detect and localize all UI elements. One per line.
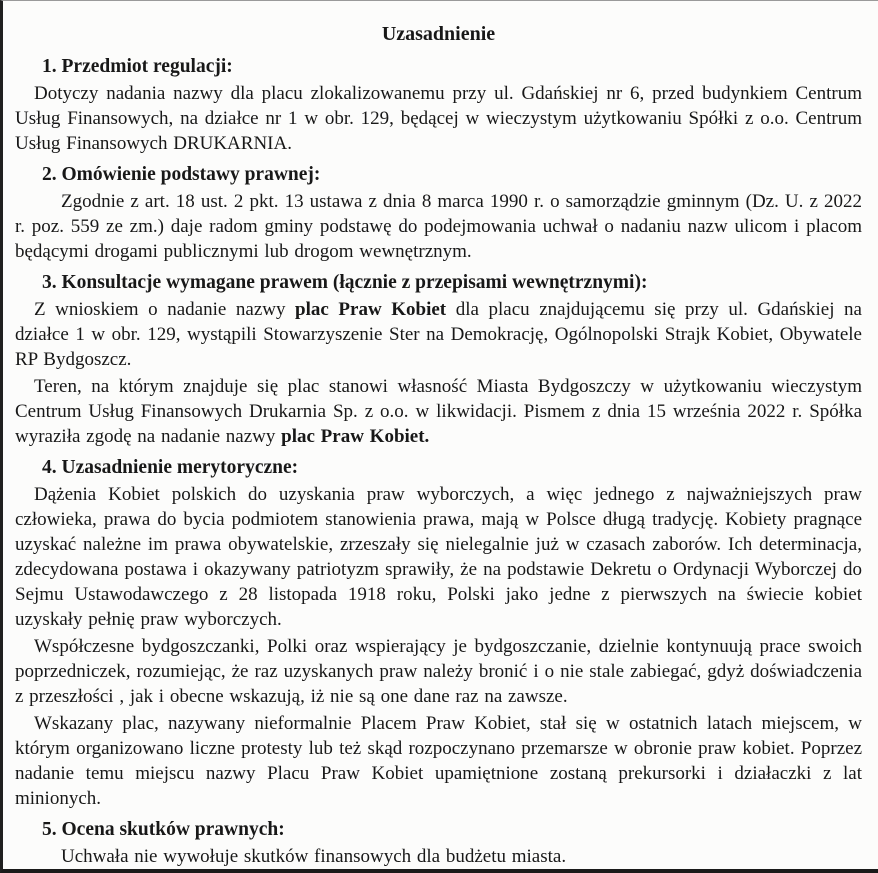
paragraph-5-1 — [15, 844, 862, 869]
text-run: dla placu znajdującemu się przy ul. Gdańskiej na działce 1 w obr. 129, wystąpili Stowarzyszenie Ster na Demokrację, Ogólnopolski Strajk Kobiet, Obywatele RP Bydgoszcz. — [15, 299, 862, 370]
text-run: Dążenia Kobiet polskich do uzyskania praw wyborczych, a więc jednego z najważniejszych praw człowieka, prawa do bycia podmiotem stanowienia prawa, mają w Polsce długą tradycję. Kobiety pragnące uzyskać należne im prawa obywatelskie, zrzeszały się nielegalnie już w czasach zaborów. Ich determinacja, zdecydowana postawa i okazywany patriotyzm sprawiły, że na podstawie Dekretu o Ordynacji Wyborczej do Sejmu Ustawodawczego z 28 listopada 1918 roku, Polski jako jedne z pierwszych na świecie kobiet uzyskały pełnię praw wyborczych. — [15, 484, 862, 630]
emphasis-text: plac Praw Kobiet — [295, 299, 447, 320]
section-heading-3: 3. Konsultacje wymagane prawem (łącznie z przepisami wewnętrznymi): — [42, 272, 648, 293]
document-title: Uzasadnienie — [381, 23, 496, 45]
text-run: Wskazany plac, nazywany nieformalnie Placem Praw Kobiet, stał się w ostatnich latach miejscem, w którym organizowano liczne protesty lub też skąd rozpoczynano przemarsze w obronie praw kobiet. Poprzez nadanie temu miejscu nazwy Placu Praw Kobiet upamiętnione zostaną prekursorki i działaczki z lat minionych. — [15, 713, 862, 809]
paragraph-3-1 — [15, 297, 862, 372]
text-run: Współczesne bydgoszczanki, Polki oraz wspierający je bydgoszczanie, dzielnie kontynuują prace swoich poprzedniczek, rozumiejąc, że raz uzyskanych praw należy bronić i o nie stale zabiegać, gdyż doświadczenia z przeszłości , jak i obecne wskazują, iż nie są one dane raz na zawsze. — [15, 636, 862, 707]
section-heading-2: 2. Omówienie podstawy prawnej: — [42, 164, 321, 185]
text-run: Z wnioskiem o nadanie nazwy — [34, 299, 296, 320]
section-heading-4: 4. Uzasadnienie merytoryczne: — [42, 457, 299, 478]
paragraph-2-1 — [15, 189, 862, 264]
emphasis-text: plac Praw Kobiet. — [281, 426, 430, 447]
paragraph-3-2 — [15, 374, 862, 449]
text-run: Dotyczy nadania nazwy dla placu zlokalizowanemu przy ul. Gdańskiej nr 6, przed budynkiem Centrum Usług Finansowych, na działce nr 1 w obr. 129, będącej w wieczystym użytkowaniu Spółki z o.o. Centrum Usług Finansowych DRUKARNIA. — [15, 83, 862, 154]
section-heading-1: 1. Przedmiot regulacji: — [42, 56, 233, 77]
text-run: Zgodnie z art. 18 ust. 2 pkt. 13 ustawa z dnia 8 marca 1990 r. o samorządzie gminnym (Dz. U. z 2022 r. poz. 559 ze zm.) daje radom gminy podstawę do podejmowania uchwał o nadaniu nazw ulicom i placom będącymi drogami publicznymi lub drogom wewnętrznym. — [15, 191, 862, 262]
text-run: Uchwała nie wywołuje skutków finansowych dla budżetu miasta. — [61, 846, 567, 867]
paragraph-4-1 — [15, 482, 862, 632]
section-heading-5: 5. Ocena skutków prawnych: — [42, 819, 285, 840]
paragraph-4-2 — [15, 634, 862, 709]
text-run: Teren, na którym znajduje się plac stanowi własność Miasta Bydgoszczy w użytkowaniu wieczystym Centrum Usług Finansowych Drukarnia Sp. z o.o. w likwidacji. Pismem z dnia 15 września 2022 r. Spółka wyraziła zgodę na nadanie nazwy — [15, 376, 862, 447]
paragraph-1-1 — [15, 81, 862, 156]
paragraph-4-3 — [15, 711, 862, 811]
document-body — [15, 54, 862, 869]
